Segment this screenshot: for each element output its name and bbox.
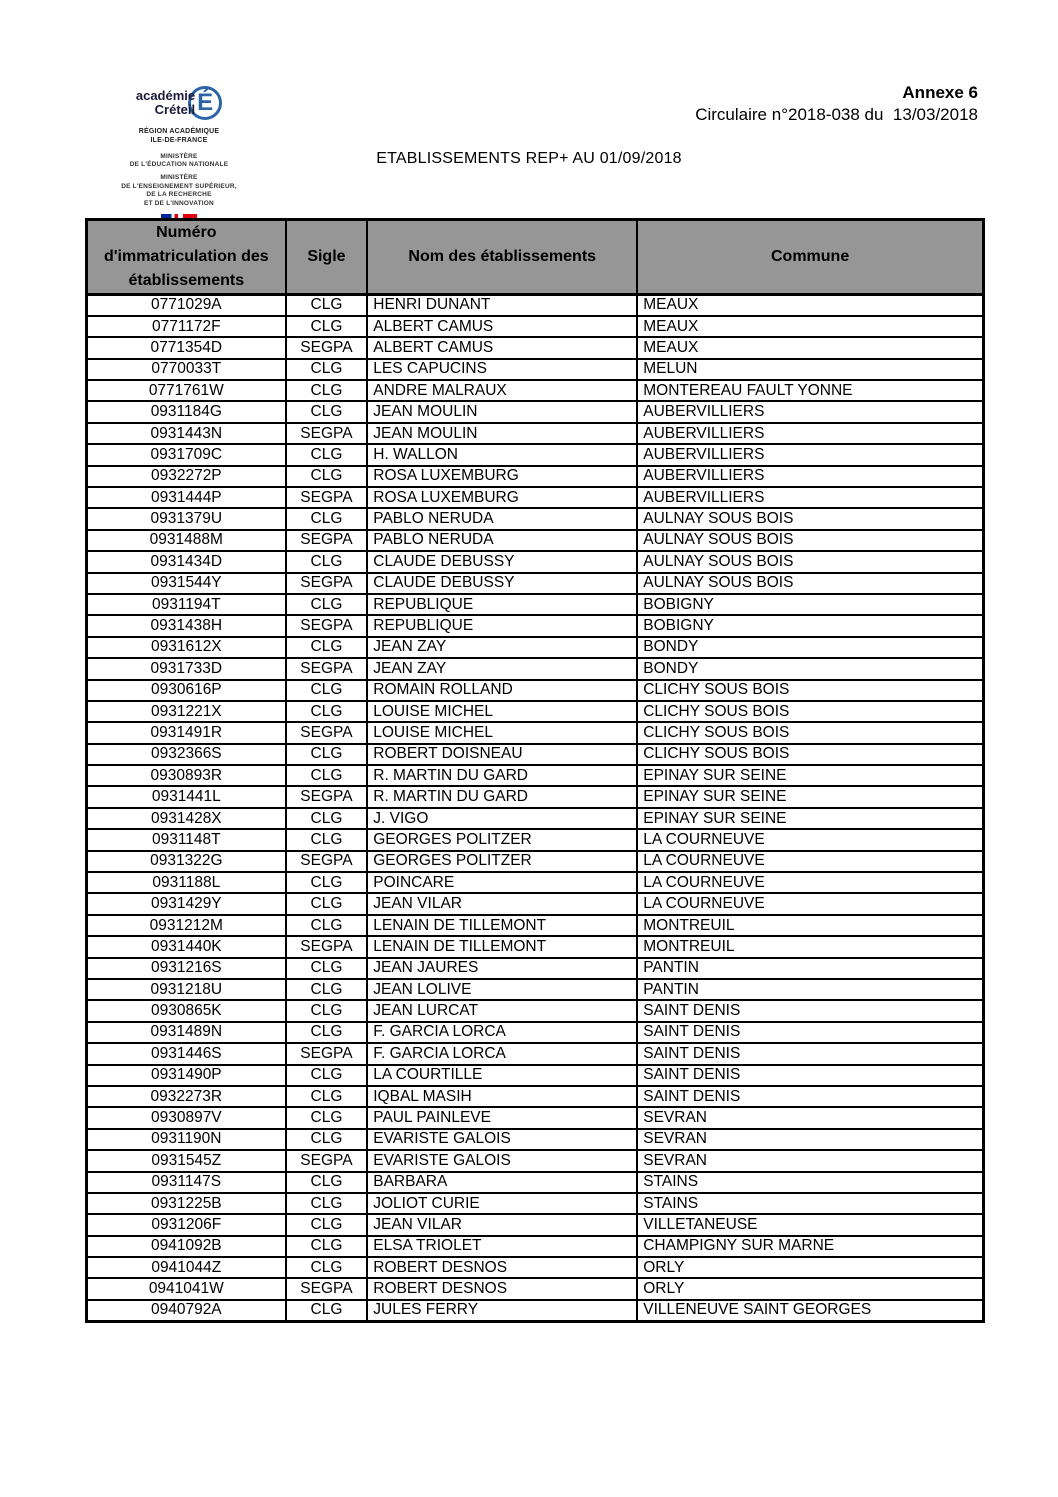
cell-numero: 0931444P: [87, 487, 286, 508]
table-row: [87, 680, 984, 701]
cell-commune: PANTIN: [637, 979, 983, 1000]
col-header-sigle: Sigle: [286, 220, 368, 295]
cell-numero: 0771761W: [87, 380, 286, 401]
cell-sigle: CLG: [286, 680, 368, 701]
cell-nom: J. VIGO: [367, 808, 637, 829]
table-row: [87, 1043, 984, 1064]
table-row: [87, 915, 984, 936]
cell-commune: VILLETANEUSE: [637, 1214, 983, 1235]
cell-commune: MONTREUIL: [637, 915, 983, 936]
cell-nom: F. GARCIA LORCA: [367, 1022, 637, 1043]
cell-nom: H. WALLON: [367, 444, 637, 465]
cell-sigle: CLG: [286, 508, 368, 529]
cell-nom: HENRI DUNANT: [367, 295, 637, 316]
table-row: [87, 444, 984, 465]
table-row: [87, 487, 984, 508]
cell-sigle: CLG: [286, 872, 368, 893]
table-row: [87, 1193, 984, 1214]
table-row: [87, 658, 984, 679]
cell-numero: 0932366S: [87, 744, 286, 765]
table-row: [87, 1172, 984, 1193]
establishments-table: [85, 218, 985, 1323]
cell-numero: 0931438H: [87, 615, 286, 636]
cell-commune: AULNAY SOUS BOIS: [637, 508, 983, 529]
cell-numero: 0930865K: [87, 1000, 286, 1021]
cell-commune: MEAUX: [637, 316, 983, 337]
cell-nom: LES CAPUCINS: [367, 359, 637, 380]
cell-sigle: SEGPA: [286, 722, 368, 743]
academie-line2: Créteil: [154, 102, 196, 117]
cell-numero: 0931488M: [87, 530, 286, 551]
cell-nom: CLAUDE DEBUSSY: [367, 573, 637, 594]
table-row: [87, 722, 984, 743]
cell-commune: MELUN: [637, 359, 983, 380]
cell-commune: SAINT DENIS: [637, 1022, 983, 1043]
table-row: [87, 1022, 984, 1043]
cell-numero: 0930897V: [87, 1107, 286, 1128]
table-row: [87, 851, 984, 872]
cell-nom: REPUBLIQUE: [367, 615, 637, 636]
cell-numero: 0931544Y: [87, 573, 286, 594]
cell-nom: JEAN ZAY: [367, 658, 637, 679]
cell-sigle: CLG: [286, 829, 368, 850]
table-row: [87, 401, 984, 422]
region-academique-label: RÉGION ACADÉMIQUE ILE-DE-FRANCE: [138, 128, 220, 144]
cell-commune: ORLY: [637, 1278, 983, 1299]
table-row: [87, 872, 984, 893]
cell-commune: CLICHY SOUS BOIS: [637, 680, 983, 701]
cell-nom: LOUISE MICHEL: [367, 701, 637, 722]
cell-commune: BONDY: [637, 658, 983, 679]
cell-numero: 0941044Z: [87, 1257, 286, 1278]
table-row: [87, 1129, 984, 1150]
table-row: [87, 1257, 984, 1278]
cell-sigle: CLG: [286, 359, 368, 380]
cell-nom: ANDRE MALRAUX: [367, 380, 637, 401]
cell-nom: ALBERT CAMUS: [367, 337, 637, 358]
cell-nom: JEAN ZAY: [367, 637, 637, 658]
cell-nom: F. GARCIA LORCA: [367, 1043, 637, 1064]
cell-numero: 0931733D: [87, 658, 286, 679]
cell-numero: 0931212M: [87, 915, 286, 936]
cell-sigle: SEGPA: [286, 337, 368, 358]
cell-sigle: CLG: [286, 1214, 368, 1235]
cell-commune: LA COURNEUVE: [637, 851, 983, 872]
table-row: [87, 423, 984, 444]
cell-sigle: SEGPA: [286, 423, 368, 444]
cell-nom: REPUBLIQUE: [367, 594, 637, 615]
cell-sigle: SEGPA: [286, 615, 368, 636]
cell-nom: CLAUDE DEBUSSY: [367, 551, 637, 572]
cell-commune: LA COURNEUVE: [637, 872, 983, 893]
cell-numero: 0931225B: [87, 1193, 286, 1214]
cell-numero: 0931147S: [87, 1172, 286, 1193]
cell-numero: 0932273R: [87, 1086, 286, 1107]
cell-commune: AUBERVILLIERS: [637, 401, 983, 422]
academie-line1: académie: [135, 88, 196, 104]
cell-sigle: CLG: [286, 808, 368, 829]
table-body: [87, 295, 984, 1322]
cell-sigle: CLG: [286, 444, 368, 465]
table-row: [87, 637, 984, 658]
cell-numero: 0931490P: [87, 1065, 286, 1086]
cell-sigle: CLG: [286, 1129, 368, 1150]
table-row: [87, 1086, 984, 1107]
cell-nom: LENAIN DE TILLEMONT: [367, 936, 637, 957]
cell-numero: 0931194T: [87, 594, 286, 615]
cell-nom: EVARISTE GALOIS: [367, 1129, 637, 1150]
cell-nom: JEAN LURCAT: [367, 1000, 637, 1021]
establishments-table-wrap: [85, 218, 985, 1323]
cell-sigle: CLG: [286, 1065, 368, 1086]
academie-wordmark: [114, 86, 244, 120]
cell-numero: 0931489N: [87, 1022, 286, 1043]
cell-commune: AULNAY SOUS BOIS: [637, 551, 983, 572]
cell-nom: JEAN MOULIN: [367, 401, 637, 422]
cell-numero: 0931429Y: [87, 893, 286, 914]
cell-numero: 0931709C: [87, 444, 286, 465]
table-row: [87, 508, 984, 529]
ministere-education-label: MINISTÈRE DE L'ÉDUCATION NATIONALE: [129, 152, 229, 168]
cell-numero: 0931434D: [87, 551, 286, 572]
cell-sigle: CLG: [286, 551, 368, 572]
cell-commune: BOBIGNY: [637, 615, 983, 636]
cell-numero: 0941041W: [87, 1278, 286, 1299]
cell-numero: 0771354D: [87, 337, 286, 358]
cell-sigle: CLG: [286, 594, 368, 615]
cell-nom: JEAN LOLIVE: [367, 979, 637, 1000]
ministere-enseignement-label: MINISTÈRE DE L'ENSEIGNEMENT SUPÉRIEUR, DE LA RECHERCHE ET DE L'INNOVATION: [121, 174, 237, 207]
cell-sigle: SEGPA: [286, 658, 368, 679]
cell-commune: SAINT DENIS: [637, 1043, 983, 1064]
cell-commune: LA COURNEUVE: [637, 893, 983, 914]
cell-commune: STAINS: [637, 1172, 983, 1193]
table-row: [87, 893, 984, 914]
cell-sigle: CLG: [286, 1172, 368, 1193]
table-row: [87, 615, 984, 636]
cell-numero: 0931221X: [87, 701, 286, 722]
cell-sigle: SEGPA: [286, 487, 368, 508]
cell-numero: 0931441L: [87, 786, 286, 807]
table-row: [87, 573, 984, 594]
cell-sigle: CLG: [286, 1086, 368, 1107]
cell-nom: LA COURTILLE: [367, 1065, 637, 1086]
cell-commune: AUBERVILLIERS: [637, 487, 983, 508]
cell-sigle: SEGPA: [286, 1043, 368, 1064]
cell-commune: MEAUX: [637, 295, 983, 316]
cell-numero: 0931612X: [87, 637, 286, 658]
cell-nom: PAUL PAINLEVE: [367, 1107, 637, 1128]
cell-numero: 0931443N: [87, 423, 286, 444]
cell-nom: JULES FERRY: [367, 1300, 637, 1321]
cell-nom: PABLO NERUDA: [367, 508, 637, 529]
cell-numero: 0931446S: [87, 1043, 286, 1064]
cell-commune: CLICHY SOUS BOIS: [637, 722, 983, 743]
table-row: [87, 979, 984, 1000]
cell-nom: PABLO NERUDA: [367, 530, 637, 551]
cell-commune: EPINAY SUR SEINE: [637, 786, 983, 807]
cell-commune: SEVRAN: [637, 1107, 983, 1128]
cell-nom: LENAIN DE TILLEMONT: [367, 915, 637, 936]
cell-sigle: SEGPA: [286, 786, 368, 807]
cell-sigle: CLG: [286, 1107, 368, 1128]
table-row: [87, 1000, 984, 1021]
cell-sigle: CLG: [286, 1257, 368, 1278]
cell-commune: EPINAY SUR SEINE: [637, 765, 983, 786]
academie-wordmark-text: [136, 89, 195, 116]
cell-nom: ELSA TRIOLET: [367, 1236, 637, 1257]
table-row: [87, 1107, 984, 1128]
cell-commune: LA COURNEUVE: [637, 829, 983, 850]
cell-commune: EPINAY SUR SEINE: [637, 808, 983, 829]
cell-numero: 0771029A: [87, 295, 286, 316]
table-row: [87, 551, 984, 572]
annexe-reference-block: [695, 82, 978, 126]
cell-sigle: CLG: [286, 915, 368, 936]
cell-nom: JEAN VILAR: [367, 1214, 637, 1235]
cell-sigle: CLG: [286, 744, 368, 765]
cell-numero: 0931216S: [87, 958, 286, 979]
table-row: [87, 337, 984, 358]
page-title: ETABLISSEMENTS REP+ AU 01/09/2018: [376, 150, 682, 167]
table-row: [87, 786, 984, 807]
cell-commune: AULNAY SOUS BOIS: [637, 530, 983, 551]
table-row: [87, 765, 984, 786]
cell-numero: 0931491R: [87, 722, 286, 743]
cell-nom: R. MARTIN DU GARD: [367, 786, 637, 807]
cell-sigle: CLG: [286, 958, 368, 979]
table-row: [87, 1150, 984, 1171]
cell-sigle: SEGPA: [286, 851, 368, 872]
cell-commune: AUBERVILLIERS: [637, 466, 983, 487]
cell-commune: CLICHY SOUS BOIS: [637, 701, 983, 722]
cell-nom: ROBERT DOISNEAU: [367, 744, 637, 765]
cell-sigle: CLG: [286, 295, 368, 316]
cell-nom: JEAN JAURES: [367, 958, 637, 979]
cell-numero: 0771172F: [87, 316, 286, 337]
table-row: [87, 1236, 984, 1257]
cell-nom: LOUISE MICHEL: [367, 722, 637, 743]
cell-numero: 0931184G: [87, 401, 286, 422]
cell-numero: 0931428X: [87, 808, 286, 829]
cell-numero: 0770033T: [87, 359, 286, 380]
cell-numero: 0940792A: [87, 1300, 286, 1321]
table-row: [87, 295, 984, 316]
cell-nom: R. MARTIN DU GARD: [367, 765, 637, 786]
col-header-nom: Nom des établissements: [367, 220, 637, 295]
cell-nom: ROBERT DESNOS: [367, 1257, 637, 1278]
cell-commune: BOBIGNY: [637, 594, 983, 615]
cell-nom: JOLIOT CURIE: [367, 1193, 637, 1214]
cell-sigle: CLG: [286, 765, 368, 786]
cell-sigle: SEGPA: [286, 530, 368, 551]
cell-nom: POINCARE: [367, 872, 637, 893]
cell-commune: BONDY: [637, 637, 983, 658]
table-row: [87, 380, 984, 401]
table-row: [87, 958, 984, 979]
cell-sigle: CLG: [286, 893, 368, 914]
cell-commune: MEAUX: [637, 337, 983, 358]
table-row: [87, 316, 984, 337]
cell-numero: 0931148T: [87, 829, 286, 850]
cell-commune: CHAMPIGNY SUR MARNE: [637, 1236, 983, 1257]
cell-sigle: SEGPA: [286, 936, 368, 957]
cell-nom: JEAN MOULIN: [367, 423, 637, 444]
annexe-label: Annexe 6: [902, 83, 978, 102]
cell-commune: MONTREUIL: [637, 936, 983, 957]
cell-numero: 0931440K: [87, 936, 286, 957]
cell-commune: VILLENEUVE SAINT GEORGES: [637, 1300, 983, 1321]
cell-numero: 0932272P: [87, 466, 286, 487]
table-row: [87, 808, 984, 829]
cell-nom: BARBARA: [367, 1172, 637, 1193]
cell-commune: SAINT DENIS: [637, 1000, 983, 1021]
cell-commune: MONTEREAU FAULT YONNE: [637, 380, 983, 401]
cell-numero: 0931218U: [87, 979, 286, 1000]
cell-sigle: CLG: [286, 1236, 368, 1257]
cell-sigle: SEGPA: [286, 1150, 368, 1171]
table-row: [87, 1214, 984, 1235]
cell-numero: 0930893R: [87, 765, 286, 786]
cell-commune: AUBERVILLIERS: [637, 444, 983, 465]
cell-sigle: CLG: [286, 1193, 368, 1214]
cell-nom: ALBERT CAMUS: [367, 316, 637, 337]
cell-commune: AULNAY SOUS BOIS: [637, 573, 983, 594]
cell-sigle: CLG: [286, 316, 368, 337]
cell-nom: JEAN VILAR: [367, 893, 637, 914]
table-row: [87, 701, 984, 722]
cell-numero: 0931206F: [87, 1214, 286, 1235]
cell-sigle: SEGPA: [286, 573, 368, 594]
table-row: [87, 936, 984, 957]
table-row: [87, 594, 984, 615]
cell-numero: 0941092B: [87, 1236, 286, 1257]
cell-sigle: SEGPA: [286, 1278, 368, 1299]
cell-commune: CLICHY SOUS BOIS: [637, 744, 983, 765]
cell-sigle: CLG: [286, 1022, 368, 1043]
cell-commune: ORLY: [637, 1257, 983, 1278]
table-row: [87, 1300, 984, 1321]
cell-commune: AUBERVILLIERS: [637, 423, 983, 444]
cell-commune: STAINS: [637, 1193, 983, 1214]
table-row: [87, 744, 984, 765]
cell-commune: PANTIN: [637, 958, 983, 979]
cell-sigle: CLG: [286, 466, 368, 487]
cell-commune: SEVRAN: [637, 1129, 983, 1150]
cell-numero: 0931322G: [87, 851, 286, 872]
circulaire-reference: Circulaire n°2018-038 du 13/03/2018: [695, 105, 978, 125]
cell-sigle: CLG: [286, 1000, 368, 1021]
table-row: [87, 530, 984, 551]
table-header-row: [87, 220, 984, 295]
table-row: [87, 829, 984, 850]
cell-numero: 0931545Z: [87, 1150, 286, 1171]
cell-sigle: CLG: [286, 701, 368, 722]
cell-nom: GEORGES POLITZER: [367, 851, 637, 872]
cell-numero: 0931188L: [87, 872, 286, 893]
cell-numero: 0931190N: [87, 1129, 286, 1150]
cell-commune: SAINT DENIS: [637, 1086, 983, 1107]
cell-numero: 0931379U: [87, 508, 286, 529]
col-header-numero: Numéro d'immatriculation des établissements: [87, 220, 286, 295]
cell-nom: EVARISTE GALOIS: [367, 1150, 637, 1171]
cell-sigle: CLG: [286, 401, 368, 422]
cell-sigle: CLG: [286, 979, 368, 1000]
cell-sigle: CLG: [286, 1300, 368, 1321]
table-row: [87, 359, 984, 380]
cell-nom: GEORGES POLITZER: [367, 829, 637, 850]
table-row: [87, 466, 984, 487]
cell-nom: IQBAL MASIH: [367, 1086, 637, 1107]
cell-commune: SAINT DENIS: [637, 1065, 983, 1086]
cell-nom: ROSA LUXEMBURG: [367, 487, 637, 508]
cell-nom: ROMAIN ROLLAND: [367, 680, 637, 701]
col-header-commune: Commune: [637, 220, 983, 295]
cell-commune: SEVRAN: [637, 1150, 983, 1171]
cell-nom: ROBERT DESNOS: [367, 1278, 637, 1299]
cell-numero: 0930616P: [87, 680, 286, 701]
table-row: [87, 1278, 984, 1299]
cell-sigle: CLG: [286, 637, 368, 658]
table-row: [87, 1065, 984, 1086]
academie-emblem-icon: É: [188, 86, 222, 120]
cell-nom: ROSA LUXEMBURG: [367, 466, 637, 487]
cell-sigle: CLG: [286, 380, 368, 401]
